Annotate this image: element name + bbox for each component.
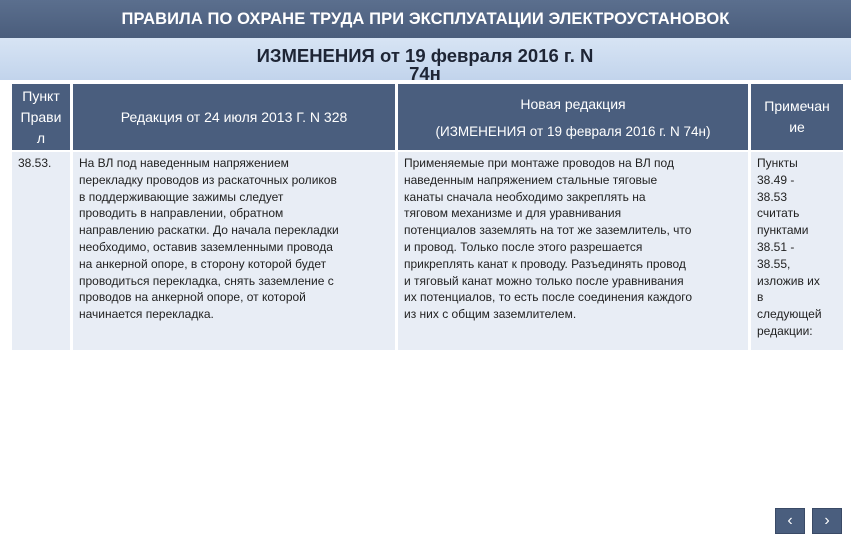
- cell-old-edition: На ВЛ под наведенным напряжением перекладку проводов из раскаточных роликов в поддерживающие зажимы следует проводить в направлении, обратном направлению раскатки. До начала перекладки необходимо, оставив заземленными провода на анкерной опоре, в сторону которой будет проводиться перекладка, снять заземление с проводов на анкерной опоре, от которой начинается перекладка.: [73, 152, 395, 350]
- prev-slide-button[interactable]: [775, 508, 805, 534]
- subtitle-line1: ИЗМЕНЕНИЯ от 19 февраля 2016 г. N: [256, 45, 594, 66]
- subtitle: [225, 44, 625, 86]
- cell-note: Пункты 38.49 - 38.53 считать пунктами 38.51 - 38.55, изложив их в следующей редакции:: [751, 152, 843, 350]
- cell-new-edition: Применяемые при монтаже проводов на ВЛ под наведенным напряжением стальные тяговые канаты сначала необходимо закреплять на тяговом механизме и для уравнивания потенциалов заземлять на тот же заземлитель, что и провод. Только после этого разрешается прикреплять канат к проводу. Разъединять провод и тяговый канат можно только после уравнивания их потенциалов, то есть после соединения каждого из них с общим заземлителем.: [398, 152, 748, 350]
- chevron-left-icon: ‹: [787, 512, 793, 529]
- cell-point: 38.53.: [12, 152, 70, 350]
- header-note: Примечан ие: [751, 84, 843, 150]
- header-point: Пункт Прави л: [12, 84, 70, 150]
- header-new-edition: [398, 84, 748, 150]
- subtitle-line2: 74н: [409, 63, 441, 84]
- header-new-edition-line1: Новая редакция: [520, 95, 626, 112]
- header-new-edition-line2: (ИЗМЕНЕНИЯ от 19 февраля 2016 г. N 74н): [435, 123, 711, 139]
- header-old-edition: Редакция от 24 июля 2013 Г. N 328: [73, 84, 395, 150]
- next-slide-button[interactable]: [812, 508, 842, 534]
- page-title: ПРАВИЛА ПО ОХРАНЕ ТРУДА ПРИ ЭКСПЛУАТАЦИИ ЭЛЕКТРОУСТАНОВОК: [0, 0, 851, 38]
- chevron-right-icon: ›: [824, 512, 830, 529]
